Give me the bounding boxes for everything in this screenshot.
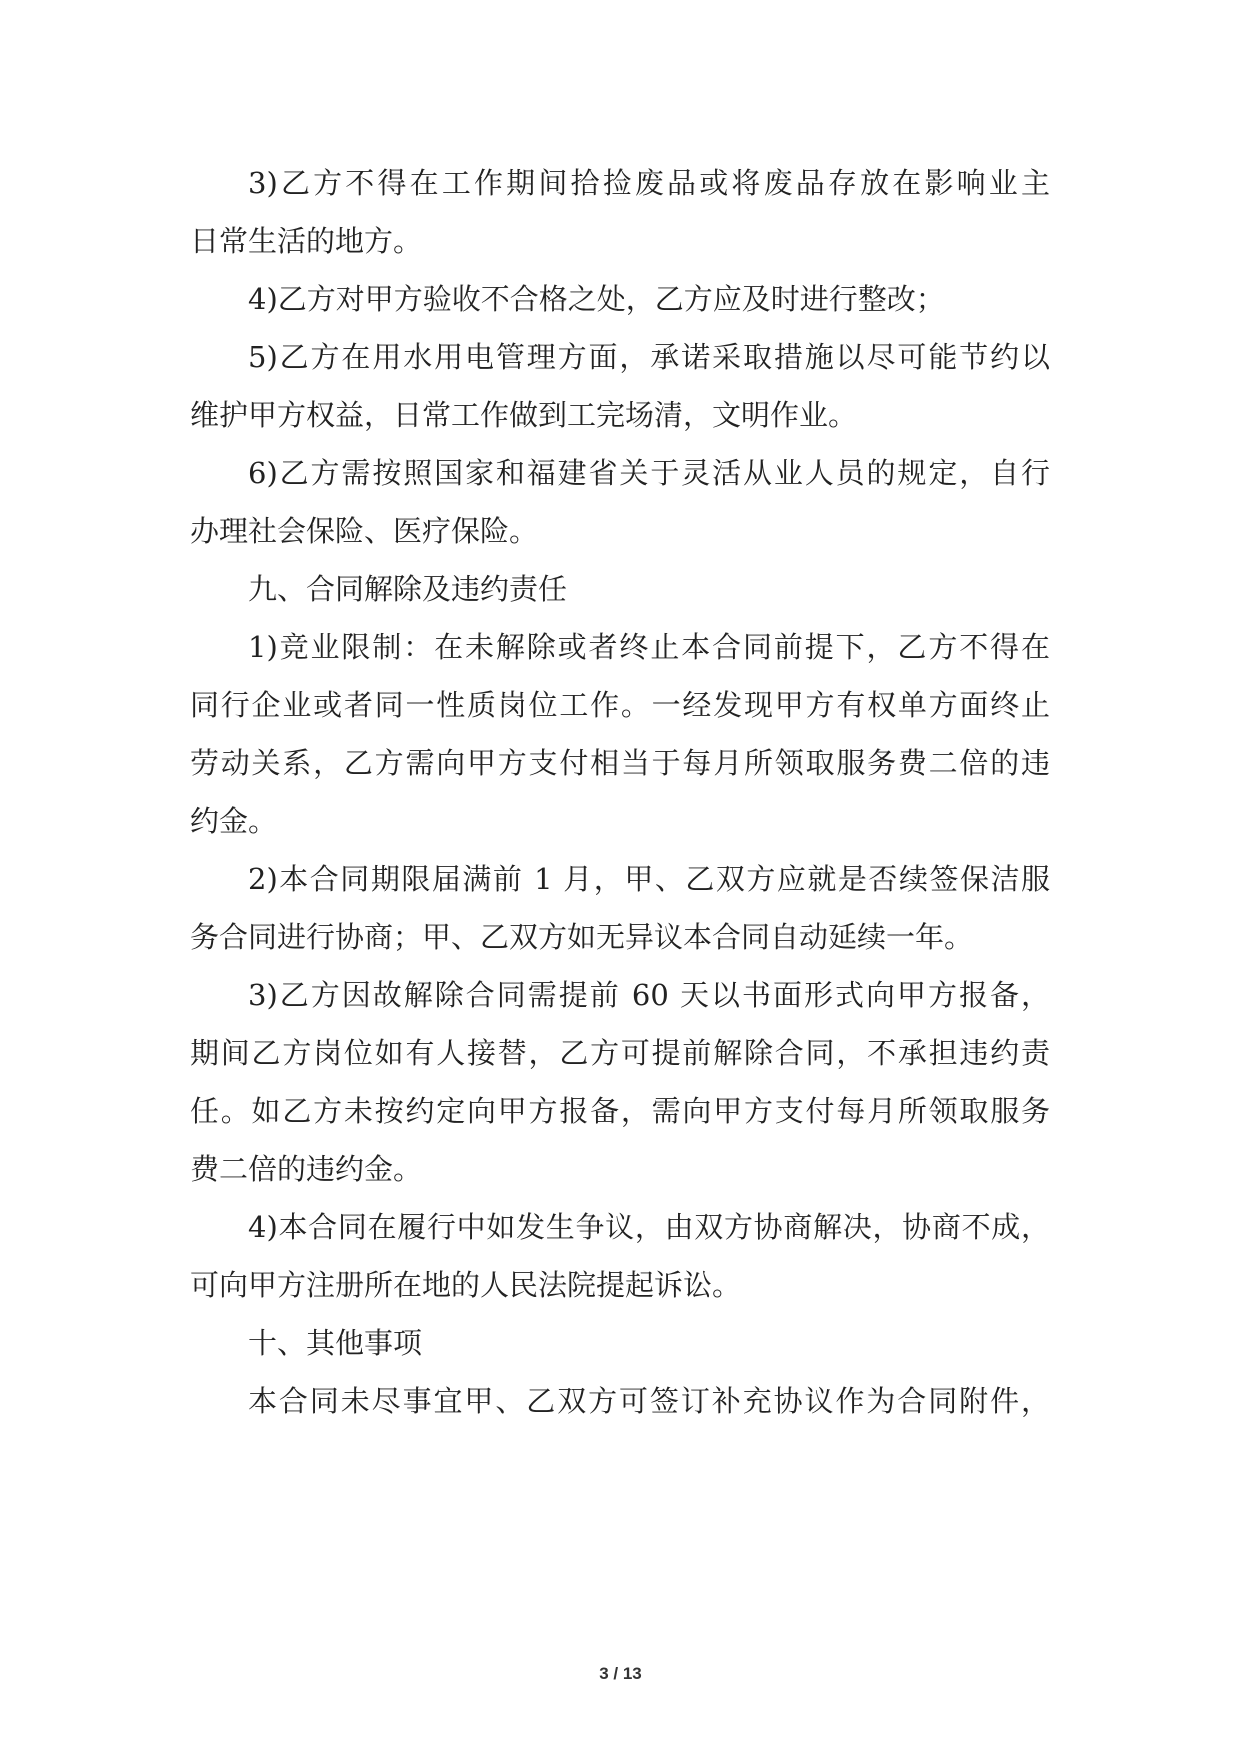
paragraph-line: 5)乙方在用水用电管理方面，承诺采取措施以尽可能节约以 (248, 340, 1050, 374)
paragraph-line: 约金。 (190, 804, 278, 838)
paragraph-line: 期间乙方岗位如有人接替，乙方可提前解除合同，不承担违约责 (190, 1036, 1050, 1070)
paragraph-line: 3)乙方不得在工作期间拾捡废品或将废品存放在影响业主 (248, 166, 1050, 200)
paragraph-line: 日常生活的地方。 (190, 224, 423, 258)
section-heading: 九、合同解除及违约责任 (248, 572, 568, 606)
paragraph-line: 6)乙方需按照国家和福建省关于灵活从业人员的规定，自行 (248, 456, 1050, 490)
paragraph-line: 费二倍的违约金。 (190, 1152, 423, 1186)
paragraph-line: 任。如乙方未按约定向甲方报备，需向甲方支付每月所领取服务 (190, 1094, 1050, 1128)
paragraph-line: 1)竞业限制：在未解除或者终止本合同前提下，乙方不得在 (248, 630, 1050, 664)
paragraph-line: 劳动关系，乙方需向甲方支付相当于每月所领取服务费二倍的违 (190, 746, 1050, 780)
paragraph-line: 同行企业或者同一性质岗位工作。一经发现甲方有权单方面终止 (190, 688, 1050, 722)
paragraph-line: 可向甲方注册所在地的人民法院提起诉讼。 (190, 1268, 742, 1302)
page-number: 3 / 13 (599, 1664, 642, 1683)
paragraph-line: 4)本合同在履行中如发生争议，由双方协商解决，协商不成， (248, 1210, 1050, 1244)
section-heading: 十、其他事项 (248, 1326, 423, 1360)
paragraph-line: 4)乙方对甲方验收不合格之处，乙方应及时进行整改； (248, 282, 945, 316)
paragraph-line: 2)本合同期限届满前 1 月，甲、乙双方应就是否续签保洁服 (248, 862, 1050, 896)
paragraph-line: 办理社会保险、医疗保险。 (190, 514, 539, 548)
paragraph-line: 本合同未尽事宜甲、乙双方可签订补充协议作为合同附件， (248, 1384, 1050, 1418)
paragraph-line: 务合同进行协商；甲、乙双方如无异议本合同自动延续一年。 (190, 920, 974, 954)
paragraph-line: 维护甲方权益，日常工作做到工完场清，文明作业。 (190, 398, 858, 432)
paragraph-line: 3)乙方因故解除合同需提前 60 天以书面形式向甲方报备， (248, 978, 1050, 1012)
